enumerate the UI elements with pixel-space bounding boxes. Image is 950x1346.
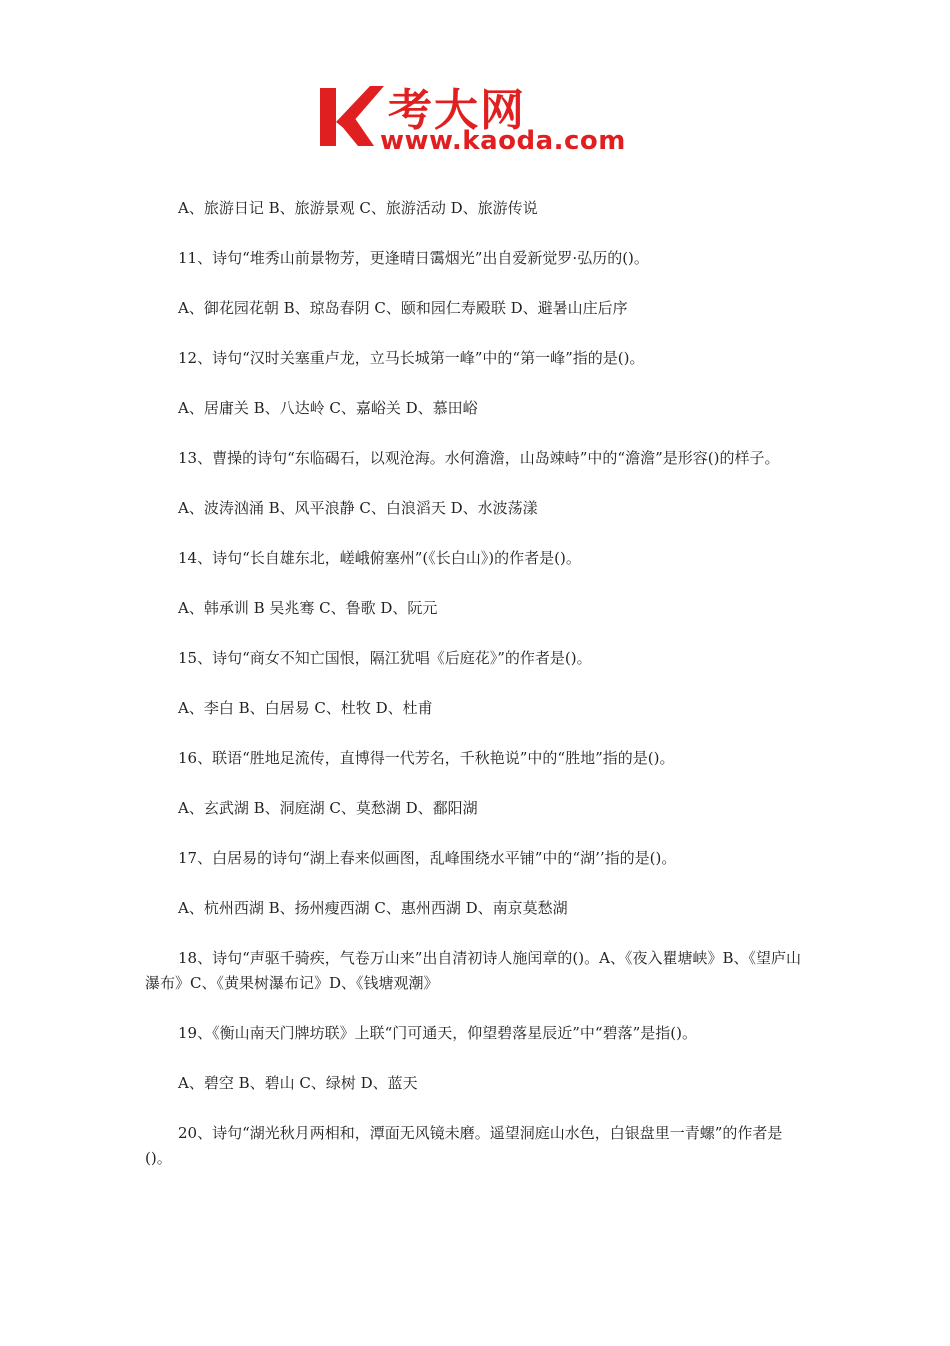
logo-brand-url: www.kaoda.com [380,126,626,156]
question-15: 15、诗句“商女不知亡国恨，隔江犹唱《后庭花》”的作者是()。 [178,649,592,667]
k-logo-icon [318,84,384,150]
question-list [145,196,809,1171]
options-line-19: A、碧空 B、碧山 C、绿树 D、蓝天 [178,1074,418,1092]
question-18: 18、诗句“声驱千骑疾，气卷万山来”出自清初诗人施闰章的()。A、《夜入瞿塘峡》B、《望庐山瀑布》C、《黄果树瀑布记》D、《钱塘观潮》 [145,949,801,992]
logo-brand-name: 考大网 [388,85,526,136]
options-line-15: A、李白 B、白居易 C、杜牧 D、杜甫 [178,699,433,717]
options-line-13: A、波涛汹涌 B、风平浪静 C、白浪滔天 D、水波荡漾 [178,499,538,517]
question-13: 13、曹操的诗句“东临碣石，以观沧海。水何澹澹，山岛竦峙”中的“澹澹”是形容()的样子。 [178,449,780,467]
question-20: 20、诗句“湖光秋月两相和，潭面无风镜未磨。遥望洞庭山水色，白银盘里一青螺”的作者是()。 [145,1124,783,1167]
options-line-14: A、韩承训 B 吴兆骞 C、鲁歌 D、阮元 [178,599,438,617]
options-line-10: A、旅游日记 B、旅游景观 C、旅游活动 D、旅游传说 [178,199,538,217]
options-line-17: A、杭州西湖 B、扬州瘦西湖 C、惠州西湖 D、南京莫愁湖 [178,899,568,917]
options-line-16: A、玄武湖 B、洞庭湖 C、莫愁湖 D、鄱阳湖 [178,799,478,817]
question-17: 17、白居易的诗句“湖上春来似画图，乱峰围绕水平铺”中的“湖’’指的是()。 [178,849,677,867]
question-12: 12、诗句“汉时关塞重卢龙，立马长城第一峰”中的“第一峰”指的是()。 [178,349,645,367]
question-16: 16、联语“胜地足流传，直博得一代芳名，千秋艳说”中的“胜地”指的是()。 [178,749,675,767]
question-14: 14、诗句“长自雄东北，嵯峨俯塞州”(《长白山》)的作者是()。 [178,549,581,567]
question-19: 19、《衡山南天门牌坊联》上联“门可通天，仰望碧落星辰近”中“碧落”是指()。 [178,1024,697,1042]
kaoda-logo [318,78,638,160]
question-11: 11、诗句“堆秀山前景物芳，更逢晴日霭烟光”出自爱新觉罗·弘历的()。 [178,249,649,267]
options-line-11: A、御花园花朝 B、琼岛春阴 C、颐和园仁寿殿联 D、避暑山庄后序 [178,299,628,317]
options-line-12: A、居庸关 B、八达岭 C、嘉峪关 D、慕田峪 [178,399,478,417]
